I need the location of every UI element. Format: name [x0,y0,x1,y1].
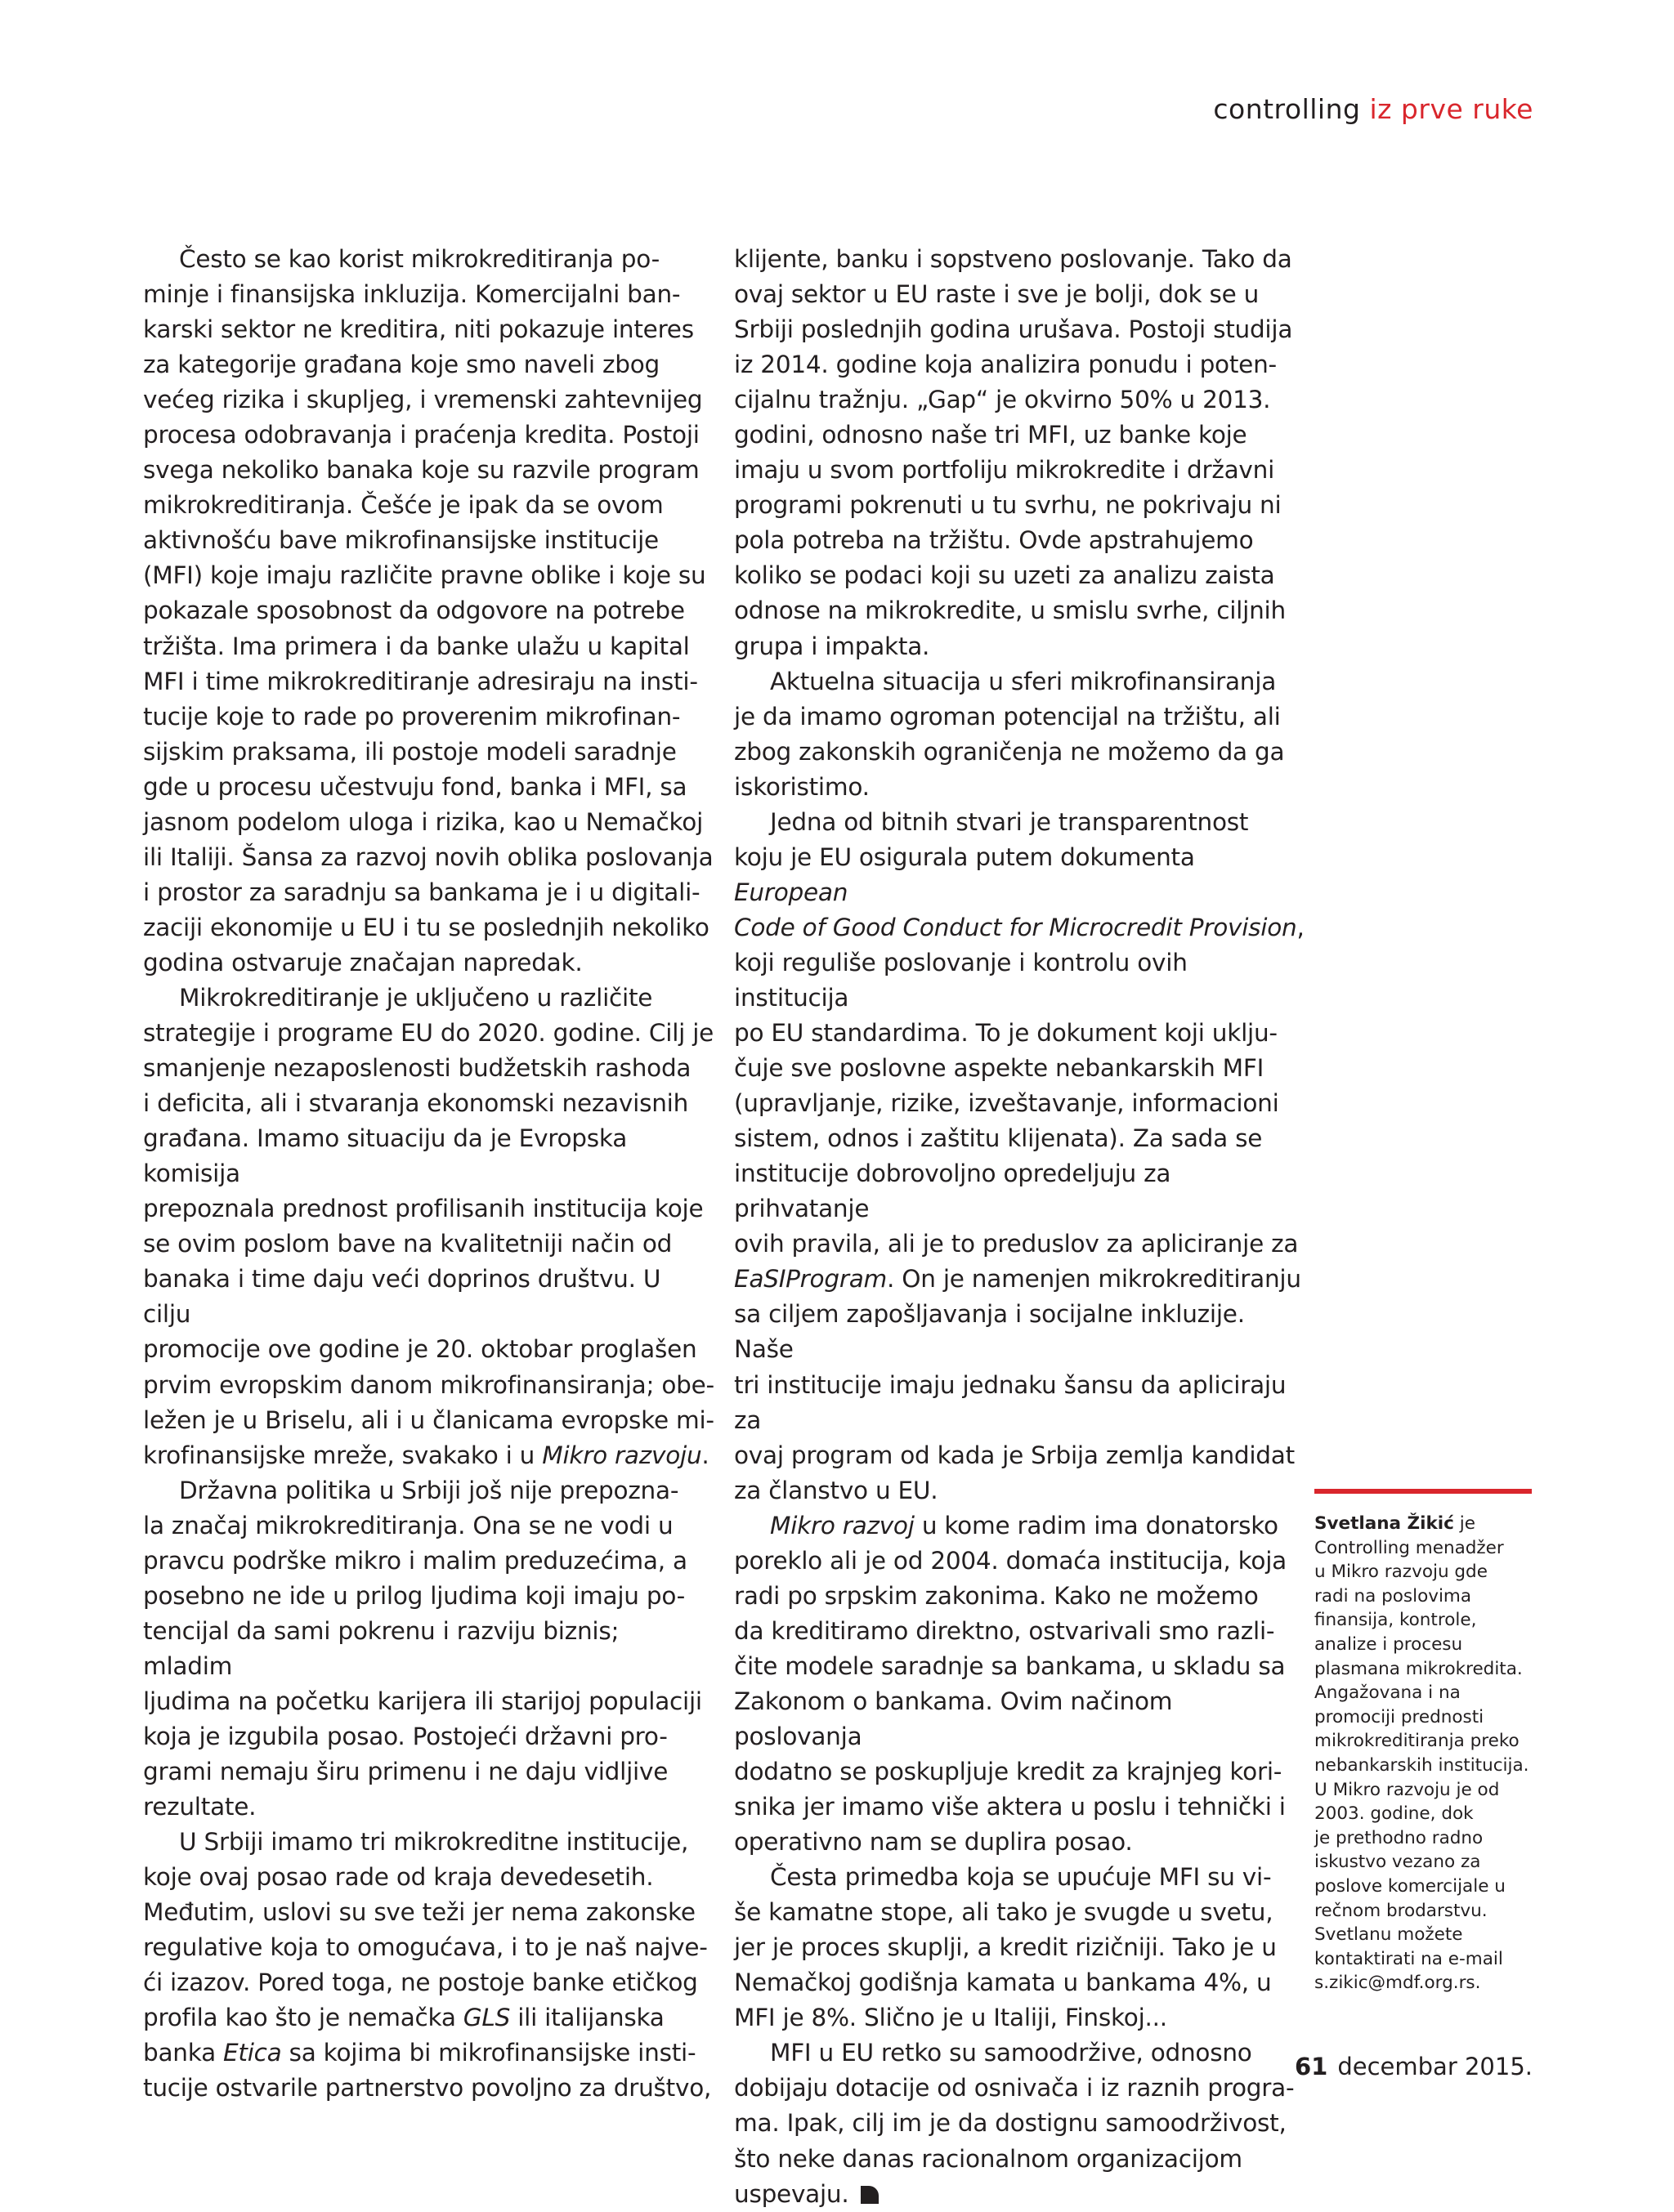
bio-divider [1314,1489,1532,1494]
page-footer [1295,2053,1533,2080]
paragraph: klijente, banku i sopstveno poslovanje. Tako da ovaj sektor u EU raste i sve je bolji, dok se u Srbiji poslednjih godina urušava. Postoji studija iz 2014. godine koja analizira ponudu i poten- cijalnu tražnju. „Gap“ je okvirno 50% u 2013. godini, odnosno naše tri MFI, uz banke koje imaju u svom portfoliju mikrokredite i državni programi pokrenuti u tu svrhu, ne pokrivaju ni pola potreba na tržištu. Ovde apstrahujemo koliko se podaci koji su uzeti za analizu zaista odnose na mikrokredite, u smislu svrhe, ciljnih grupa i impakta. [734,245,1293,660]
author-bio-text: je Controlling menadžer u Mikro razvoju gde radi na poslovima finansija, kontrole, analize i procesu plasmana mikrokredita. Angažovana i na promociji prednosti mikrokreditiranja preko nebankarskih institucija. U Mikro razvoju je od 2003. godine, dok je prethodno radno iskustvo vezano za poslove komercijale u rečnom brodarstvu. Svetlanu možete kontaktirati na e-mail s.zikic@mdf.org.rs. [1314,1513,1529,1994]
header-section-sublabel: iz prve ruke [1369,93,1533,125]
italic-term: European Code of Good Conduct for Microcredit Provision [734,878,1297,941]
paragraph: Česta primedba koja se upućuje MFI su vi- še kamatne stope, ali tako je svugde u svetu, jer je proces skuplji, a kredit rizičniji. Tako je u Nemačkoj godišnja kamata u bankama 4%, u MFI je 8%. Slično je u Italiji, Finskoj... [734,1863,1277,2032]
italic-term: EaSIProgram [734,1265,888,1294]
article-column-right [734,242,1306,2212]
italic-term: Etica [223,2039,282,2067]
author-bio [1314,1512,1535,1995]
italic-term: Mikro razvoj [770,1511,915,1539]
italic-term: Mikro razvoju [542,1441,702,1469]
italic-term: GLS [463,2004,511,2032]
paragraph: Državna politika u Srbiji još nije prepozna- la značaj mikrokreditiranja. Ona se ne vodi u pravcu podrške mikro i malim preduzećima, a posebno ne ide u prilog ljudima koji imaju po- tencijal da sami pokrenu i razviju biznis; mladim ljudima na početku karijera ili starijoj populaciji koja je izgubila posao. Postojeći državni pro- grami nemaju širu primenu i ne daju vidljive rezultate. [143,1476,702,1821]
page-number: 61 [1295,2053,1328,2080]
paragraph: Mikrokreditiranje je uključeno u različite strategije i programe EU do 2020. godine. Cilj je smanjenje nezaposlenosti budžetskih rashoda i deficita, ali i stvaranja ekonomski nezavisnih građana. Imamo situaciju da je Evropska komisija prepoznala prednost profilisanih institucija koje se ovim poslom bave na kvalitetniji način od banaka i time daju veći doprinos društvu. U cilju promocije ove godine je 20. oktobar proglašen prvim evropskim danom mikrofinansiranja; obe- ležen je u Briselu, ali i u članicama evropske mi- krofinansijske mreže, svakako i u Mikro razvoju. [143,983,714,1469]
paragraph: Aktuelna situacija u sferi mikrofinansiranja je da imamo ogroman potencijal na tržištu, ali zbog zakonskih ograničenja ne možemo da ga iskoristimo. [734,667,1285,801]
end-of-article-icon [861,2186,879,2204]
paragraph: MFI u EU retko su samoodržive, odnosno dobijaju dotacije od osnivača i iz raznih progra- ma. Ipak, cilj im je da dostignu samoodrživost, što neke danas racionalnom organizacijom uspevaju. [734,2039,1295,2208]
paragraph: Jedna od bitnih stvari je transparentnost koju je EU osigurala putem dokumenta European Code of Good Conduct for Microcredit Provision, koji reguliše poslovanje i kontrolu ovih institucija po EU standardima. To je dokument koji uklju- čuje sve poslovne aspekte nebankarskih MFI (upravljanje, rizike, izveštavanje, informacioni sistem, odnos i zaštitu klijenata). Za sada se institucije dobrovoljno opredeljuju za prihvatanje ovih pravila, ali je to preduslov za apliciranje za EaSIProgram. On je namenjen mikrokreditiranju sa ciljem zapošljavanja i socijalne inkluzije. Naše tri institucije imaju jednaku šansu da apliciraju za ovaj program od kada je Srbija zemlja kandidat za članstvo u EU. [734,807,1305,1504]
paragraph: Mikro razvoj u kome radim ima donatorsko poreklo ali je od 2004. domaća institucija, koja radi po srpskim zakonima. Kako ne možemo da kreditiramo direktno, ostvarivali smo razli- čite modele saradnje sa bankama, u skladu sa Zakonom o bankama. Ovim načinom poslovanja dodatno se poskupljuje kredit za krajnjeg kori- snika jer imamo više aktera u poslu i tehnički i operativno nam se duplira posao. [734,1511,1287,1857]
author-name: Svetlana Žikić [1314,1513,1454,1534]
paragraph: Često se kao korist mikrokreditiranja po- minje i finansijska inkluzija. Komercijalni ban- karski sektor ne kreditira, niti pokazuje interes za kategorije građana koje smo naveli zbog većeg rizika i skupljeg, i vremenski zahtevnijeg procesa odobravanja i praćenja kredita. Postoji svega nekoliko banaka koje su razvile program mikrokreditiranja. Češće je ipak da se ovom aktivnošću bave mikrofinansijske institucije (MFI) koje imaju različite pravne oblike i koje su pokazale sposobnost da odgovore na potrebe tržišta. Ima primera i da banke ulažu u kapital MFI i time mikrokreditiranje adresiraju na insti- tucije koje to rade po proverenim mikrofinan- sijskim praksama, ili postoje modeli saradnje gde u procesu učestvuju fond, banka i MFI, sa jasnom podelom uloga i rizika, kao u Nemačkoj ili Italiji. Šansa za razvoj novih oblika poslovanja i prostor za saradnju sa bankama je i u digitali- zaciji ekonomije u EU i tu se poslednjih nekoliko godina ostvaruje značajan napredak. [143,245,714,976]
article-column-left [143,242,715,2106]
paragraph: U Srbiji imamo tri mikrokreditne institucije, koje ovaj posao rade od kraja devedesetih. Međutim, uslovi su sve teži jer nema zakonske regulative koja to omogućava, i to je naš najve- ći izazov. Pored toga, ne postoje banke etičkog profila kao što je nemačka GLS ili italijanska banka Etica sa kojima bi mikrofinansijske insti- tucije ostvarile partnerstvo povoljno za društvo, [143,1828,712,2103]
header-section-label: controlling [1213,93,1361,125]
section-header [1213,93,1533,125]
issue-date: decembar 2015. [1337,2053,1533,2080]
